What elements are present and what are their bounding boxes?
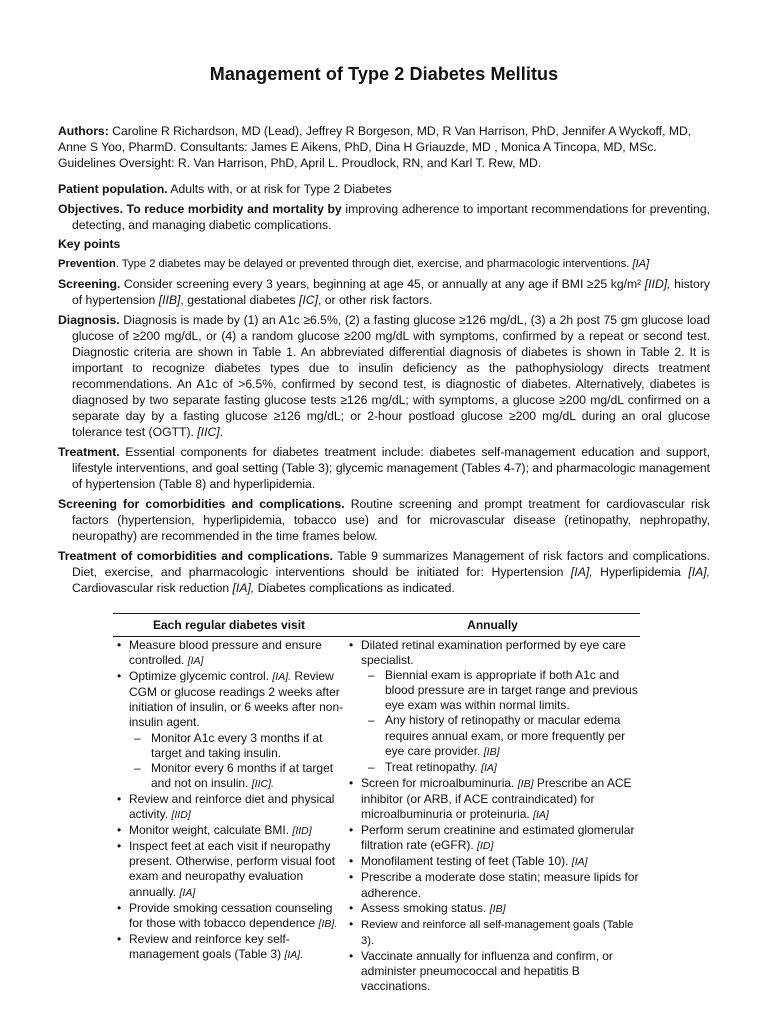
item-text: Screen for microalbuminuria. xyxy=(361,775,515,790)
list-subitem xyxy=(113,731,345,761)
item-text: Vaccinate annually for influenza and confirm, or administer pneumococcal and hepatitis B vaccinations. xyxy=(361,948,613,994)
item-text: Review and reinforce diet and physical activity. xyxy=(129,791,335,822)
table-body xyxy=(113,637,640,994)
item-text: Measure blood pressure and ensure controlled. xyxy=(129,638,322,668)
table-header-annually: Annually xyxy=(467,618,518,632)
screening-ref: [IIB] xyxy=(158,293,181,307)
screening-comorbidities xyxy=(58,496,710,544)
treatment-comorbidities-text: Hyperlipidemia xyxy=(592,565,689,579)
item-text: Monitor weight, calculate BMI. xyxy=(129,823,290,838)
patient-population xyxy=(58,181,710,197)
list-item xyxy=(345,949,640,994)
patient-population-label: Patient population. xyxy=(58,182,168,196)
treatment-comorbidities-ref: [IA], xyxy=(570,565,593,579)
item-text: Review and reinforce all self-management goals (Table 3). xyxy=(361,918,634,947)
treatment-comorbidities-label: Treatment of comorbidities and complications. xyxy=(58,549,333,563)
list-item xyxy=(345,776,640,823)
treatment-comorbidities xyxy=(58,548,710,596)
evidence-ref: [IA] xyxy=(481,761,497,774)
diagnosis-label: Diagnosis. xyxy=(58,313,120,327)
evidence-ref: [IA] xyxy=(533,809,549,822)
treatment-comorbidities-text: Diabetes complications as indicated. xyxy=(254,581,455,595)
evidence-ref: [IA]. xyxy=(272,671,292,684)
item-text: Any history of retinopathy or macular edema requires annual exam, or more frequently per eye care provider. xyxy=(385,713,626,758)
evidence-ref: [IA]. xyxy=(284,948,304,961)
prevention-text: . Type 2 diabetes may be delayed or prevented through diet, exercise, and pharmacologic interventions. xyxy=(115,258,633,270)
screening-ref: [IID], xyxy=(644,277,671,291)
regular-visit-column xyxy=(113,637,345,994)
evidence-ref: [ID] xyxy=(477,840,494,853)
list-item xyxy=(113,839,345,900)
diagnosis-ref: [IIC] xyxy=(197,425,220,439)
list-subitem xyxy=(345,760,640,776)
item-text: Monitor A1c every 3 months if at target and taking insulin. xyxy=(151,730,323,760)
table-header-regular-visit: Each regular diabetes visit xyxy=(152,618,306,632)
list-item xyxy=(113,638,345,669)
objectives-text: improving adherence to important recommendations for preventing, detecting, and managing diabetic complications. xyxy=(72,202,710,232)
evidence-ref: [IB] xyxy=(483,745,500,758)
item-text: Prescribe a moderate dose statin; measure lipids for adherence. xyxy=(361,870,639,900)
treatment-comorbidities-ref: [IA], xyxy=(232,581,255,595)
list-item xyxy=(345,901,640,917)
list-subitem xyxy=(345,668,640,713)
item-text: Dilated retinal examination performed by eye care specialist. xyxy=(361,638,626,668)
item-text: Monitor every 6 months if at target and not on insulin. xyxy=(151,760,334,790)
screening-text: , or other risk factors. xyxy=(317,293,433,307)
page-title: Management of Type 2 Diabetes Mellitus xyxy=(209,64,559,84)
list-item xyxy=(345,917,640,949)
authors-label: Authors: xyxy=(58,124,109,138)
item-text: Assess smoking status. xyxy=(361,900,487,915)
visit-schedule-table xyxy=(113,613,640,994)
evidence-ref: [IB] xyxy=(489,902,506,915)
diagnosis-text: Diagnosis is made by (1) an A1c ≥6.5%, (2) a fasting glucose ≥126 mg/dL, (3) a 2h post 75 gm glucose load glucose of ≥200 mg/dL, or (4) a random glucose ≥200 mg/dL with symptoms, confirmed by a repeat or second test. Diagnostic criteria are shown in Table 1. An abbreviated differential diagnosis of diabetes is shown in Table 2. It is important to recognize diabetes types due to insulin deficiency as the pathophysiology directs treatment recommendations. An A1c of >6.5%, confirmed by second test, is diagnostic of diabetes. Alternatively, diabetes is diagnosed by two separate fasting glucose tests ≥126 mg/dL; with symptoms, a glucose ≥200 mg/dL confirmed on a separate day by a fasting glucose ≥126 mg/dL; or 2-hour postload glucose ≥200 mg/dL during an oral glucose tolerance test (OGTT). xyxy=(72,313,710,439)
evidence-ref: [IID] xyxy=(292,825,312,838)
list-item xyxy=(345,854,640,870)
list-item xyxy=(345,870,640,900)
diagnosis-end: . xyxy=(219,425,224,439)
key-points-heading: Key points xyxy=(58,237,121,251)
screening-text: , gestational diabetes xyxy=(180,293,299,307)
evidence-ref: [IA] xyxy=(179,886,196,899)
screening-label: Screening. xyxy=(58,277,121,291)
annually-column xyxy=(345,637,640,994)
item-text: Monofilament testing of feet (Table 10). xyxy=(361,854,569,869)
item-text: Perform serum creatinine and estimated glomerular filtration rate (eGFR). xyxy=(361,823,635,853)
screening-comorbidities-label: Screening for comorbidities and complications. xyxy=(58,497,345,511)
list-item xyxy=(113,792,345,823)
evidence-ref: [IA] xyxy=(187,655,204,668)
list-item xyxy=(345,638,640,668)
prevention-label: Prevention xyxy=(58,258,116,270)
table-header-row xyxy=(113,613,640,637)
item-text: Review and reinforce key self-management goals (Table 3) xyxy=(129,931,290,961)
diagnosis xyxy=(58,312,710,440)
item-text: Inspect feet at each visit if neuropathy present. Otherwise, perform visual foot exam and neuropathy evaluation annually. xyxy=(129,839,336,899)
list-item xyxy=(113,669,345,730)
item-text: Review CGM or glucose readings 2 weeks after initiation of insulin, or 6 weeks after non-insulin agent. xyxy=(129,669,344,730)
authors-text: Caroline R Richardson, MD (Lead), Jeffrey R Borgeson, MD, R Van Harrison, PhD, Jennifer A Wyckoff, MD, Anne S Yoo, PharmD. Consultants: James E Aikens, PhD, Dina H Griauzde, MD , Monica A Tincopa, MD, MSc. Guidelines Oversight: R. Van Harrison, PhD, April L. Proudlock, RN, and Karl T. Rew, MD. xyxy=(58,124,692,170)
objectives-label: Objectives. To reduce morbidity and mortality by xyxy=(58,202,342,216)
treatment-text: Essential components for diabetes treatment include: diabetes self-management education and support, lifestyle interventions, and goal setting (Table 3); glycemic management (Tables 4-7); and pharmacologic management of hypertension (Table 8) and hyperlipidemia. xyxy=(72,445,710,491)
objectives xyxy=(58,201,710,233)
treatment xyxy=(58,444,710,492)
authors-block xyxy=(58,123,710,171)
screening-ref: [IC] xyxy=(299,293,318,307)
list-subitem xyxy=(113,761,345,792)
patient-population-text: Adults with, or at risk for Type 2 Diabetes xyxy=(167,182,392,196)
list-subitem xyxy=(345,713,640,759)
list-item xyxy=(113,823,345,839)
evidence-ref: [IB] xyxy=(517,777,534,790)
evidence-ref: [IA] xyxy=(571,856,588,869)
screening-comorbidities-text: Routine screening and prompt treatment for cardiovascular risk factors (hypertension, hyperlipidemia, tobacco use) and for microvascular disease (retinopathy, nephropathy, neuropathy) are recommended in the time frames below. xyxy=(72,497,710,543)
prevention-ref: [IA] xyxy=(632,258,650,270)
treatment-comorbidities-text: Cardiovascular risk reduction xyxy=(72,581,233,595)
treatment-comorbidities-ref: [IA], xyxy=(688,565,710,579)
item-text: Provide smoking cessation counseling for those with tobacco dependence xyxy=(129,900,333,930)
screening xyxy=(58,276,710,308)
treatment-comorbidities-text: Table 9 summarizes Management of risk factors and complications. Diet, exercise, and pharmacologic interventions should be initiated for: Hypertension xyxy=(72,549,710,579)
evidence-ref: [IID] xyxy=(171,809,191,822)
list-item xyxy=(113,901,345,932)
evidence-ref: [IIC]. xyxy=(251,777,274,790)
item-text: Treat retinopathy. xyxy=(385,759,478,774)
item-text: Prescribe an ACE inhibitor (or ARB, if ACE contraindicated) for microalbuminuria or proteinuria. xyxy=(361,775,632,822)
screening-text: Consider screening every 3 years, beginning at age 45, or annually at any age if BMI ≥25 kg/m² xyxy=(120,277,645,291)
list-item xyxy=(345,823,640,854)
item-text: Biennial exam is appropriate if both A1c and blood pressure are in target range and previous eye exam was within normal limits. xyxy=(385,668,638,713)
treatment-label: Treatment. xyxy=(58,445,120,459)
item-text: Optimize glycemic control. xyxy=(129,669,270,684)
screening-text: history of hypertension xyxy=(72,277,710,307)
evidence-ref: [IB]. xyxy=(318,917,338,930)
prevention xyxy=(58,256,710,272)
list-item xyxy=(113,932,345,963)
